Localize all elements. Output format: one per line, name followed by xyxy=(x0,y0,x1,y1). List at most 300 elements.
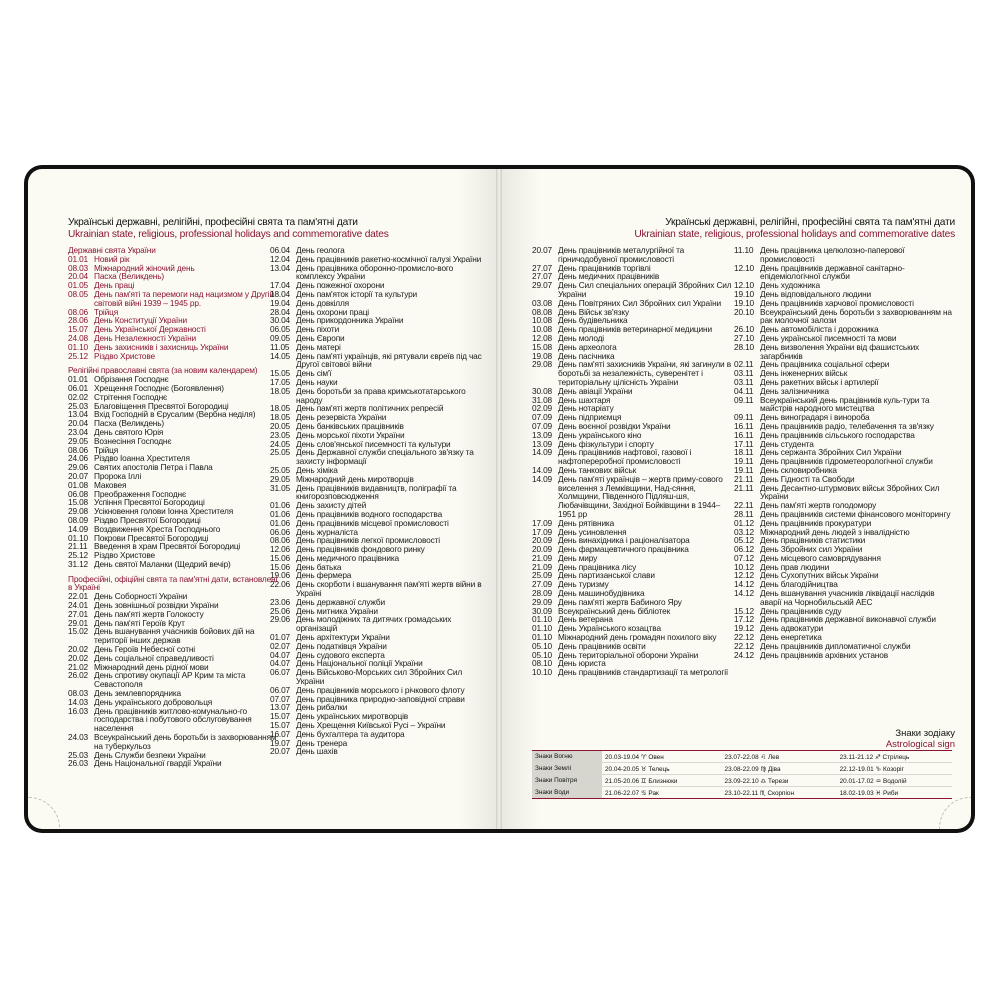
holiday-date: 10.08 xyxy=(532,324,553,335)
holiday-date: 31.05 xyxy=(270,482,291,493)
holiday-date: 02.11 xyxy=(734,359,754,370)
holiday-name: День Військ зв'язку xyxy=(558,306,629,317)
holiday-date: 09.11 xyxy=(734,394,754,405)
zodiac-row xyxy=(532,787,952,799)
holiday-date: 21.11 xyxy=(68,541,88,552)
holiday-name: День пам'яті українців – жертв приму-сового виселення з Лемківщини, Над-сяння, Холмщини, Південного Підляш-шя, Любачівщини, Західної Бойківщини в 1944–1951 рр xyxy=(558,473,723,519)
holiday-date: 11.10 xyxy=(734,245,754,255)
holiday-name: День працівників легкої промисловості xyxy=(296,535,440,546)
holiday-name: Міжнародний день громадян похилого віку xyxy=(558,632,717,643)
holiday-name: День прикордонника України xyxy=(296,315,404,326)
holiday-date: 01.07 xyxy=(270,632,291,643)
holiday-date: 30.09 xyxy=(532,605,553,616)
holiday-name: День українського кіно xyxy=(558,429,642,440)
holiday-name: День пам'яті жертв голодомору xyxy=(760,500,877,511)
holiday-name: День молоді xyxy=(558,332,604,343)
holiday-entry xyxy=(532,475,732,519)
holiday-date: 14.03 xyxy=(68,696,89,707)
holiday-date: 14.09 xyxy=(532,464,553,475)
holiday-entry xyxy=(270,580,486,598)
holiday-date: 29.07 xyxy=(532,280,553,291)
holiday-name: День пам'яті українців, які рятували євреїв під час Другої світової війни xyxy=(296,350,482,370)
holiday-name: День державної служби xyxy=(296,596,386,607)
holiday-name: День воєнної розвідки України xyxy=(558,420,671,431)
holiday-date: 25.06 xyxy=(270,605,291,616)
holiday-name: День працівників системи фінансового моніторингу xyxy=(760,508,951,519)
holiday-date: 15.08 xyxy=(68,497,89,508)
holiday-date: 01.10 xyxy=(532,632,553,643)
holiday-date: 24.12 xyxy=(734,649,755,660)
holiday-date: 20.04 xyxy=(68,418,89,429)
holiday-name: День працівників місцевої промисловості xyxy=(296,517,449,528)
holiday-name: День банківських працівників xyxy=(296,420,404,431)
holiday-name: День працівника лісу xyxy=(558,561,637,572)
holiday-entry xyxy=(270,747,486,756)
holiday-date: 01.05 xyxy=(68,280,89,291)
holiday-name: День енергетика xyxy=(760,632,822,643)
holiday-date: 03.08 xyxy=(532,297,553,308)
holiday-date: 24.06 xyxy=(68,453,89,464)
holiday-entry xyxy=(532,668,732,677)
holiday-name: День хіміка xyxy=(296,464,338,475)
section-heading: Релігійні православні свята (за новим календарем) xyxy=(68,365,258,376)
holiday-name: День Героїв Небесної сотні xyxy=(94,644,195,655)
holiday-name: День вшанування учасників ліквідації наслідків аварії на Чорнобильській АЕС xyxy=(760,588,935,607)
holiday-name: День судового експерта xyxy=(296,649,385,660)
holiday-name: День пам'яті жертв Голокосту xyxy=(94,608,204,619)
holiday-name: Всеукраїнський день працівників куль-тури та майстрів народного мистецтва xyxy=(760,394,930,414)
holiday-name: Святих апостолів Петра і Павла xyxy=(94,462,213,473)
holiday-name: День працівників прокуратури xyxy=(760,517,872,528)
holiday-date: 22.12 xyxy=(734,640,755,651)
holiday-date: 05.12 xyxy=(734,535,755,546)
holiday-name: День Європи xyxy=(296,332,345,343)
holiday-name: День ветерана xyxy=(558,614,613,625)
holiday-date: 24.05 xyxy=(270,438,291,449)
holiday-name: Різдво Христове xyxy=(94,350,156,361)
holiday-name: День Державної служби спеціального зв'язку та захисту інформації xyxy=(296,447,474,467)
holiday-name: День працівників видавництв, поліграфії та книгорозповсюдження xyxy=(296,482,457,502)
holiday-name: День працівників освіти xyxy=(558,640,646,651)
holiday-date: 18.11 xyxy=(734,447,754,458)
holiday-date: 23.06 xyxy=(270,596,291,607)
holiday-date: 08.05 xyxy=(68,288,89,299)
holiday-name: День працівників державної виконавчої служби xyxy=(760,614,936,625)
holiday-name: День Національної поліції України xyxy=(296,658,423,669)
zodiac-title-ua: Знаки зодіаку xyxy=(895,728,955,739)
holiday-name: День працівників металургійної та гірничодобувної промисловості xyxy=(558,245,685,264)
holiday-date: 17.11 xyxy=(734,438,754,449)
holiday-name: Введення в храм Пресвятої Богородиці xyxy=(94,541,241,552)
holiday-entry xyxy=(68,671,278,689)
holiday-date: 19.11 xyxy=(734,464,754,475)
corner-decoration xyxy=(28,797,60,829)
holiday-name: День працівників ветеринарної медицини xyxy=(558,324,712,335)
holiday-date: 08.03 xyxy=(68,688,89,699)
holiday-name: День працівників державної санітарно-епідеміологічної служби xyxy=(760,262,905,282)
holiday-name: Всеукраїнський день боротьби із захворюванням на туберкульоз xyxy=(94,732,277,751)
holiday-entry xyxy=(270,484,486,502)
holiday-date: 06.07 xyxy=(270,667,291,678)
holiday-date: 01.06 xyxy=(270,517,291,528)
holiday-name: День Повітряних Сил Збройних сил України xyxy=(558,297,722,308)
holiday-name: День танкових військ xyxy=(558,464,637,475)
right-page-header xyxy=(634,217,955,241)
left-page-header xyxy=(68,217,389,241)
holiday-entry xyxy=(68,707,278,733)
holiday-date: 19.11 xyxy=(734,456,754,467)
holiday-name: День соціальної справедливості xyxy=(94,652,214,663)
right-page xyxy=(502,169,971,829)
holiday-entry xyxy=(734,246,956,264)
holiday-name: День працівників архівних установ xyxy=(760,649,888,660)
holiday-name: День сержанта Збройних Сил України xyxy=(760,447,902,458)
holiday-name: День Хрещення Київської Русі – України xyxy=(296,720,446,731)
holiday-date: 31.12 xyxy=(68,558,89,569)
holiday-date: 12.12 xyxy=(734,570,755,581)
zodiac-sign: 21.05-20.06 ♊ Близнюки xyxy=(602,775,722,787)
holiday-date: 19.10 xyxy=(734,288,755,299)
holiday-name: День благодійництва xyxy=(760,579,838,590)
holiday-date: 21.11 xyxy=(734,473,754,484)
holiday-name: День туризму xyxy=(558,579,609,590)
holiday-name: День прав людини xyxy=(760,561,830,572)
holiday-date: 30.08 xyxy=(532,385,553,396)
holiday-date: 22.06 xyxy=(270,579,291,590)
holiday-name: День архітектури України xyxy=(296,632,390,643)
holiday-date: 30.04 xyxy=(270,315,291,326)
holiday-name: День довкілля xyxy=(296,297,350,308)
holiday-date: 15.08 xyxy=(532,341,553,352)
holiday-name: День пам'яті Героїв Крут xyxy=(94,617,185,628)
holiday-name: Міжнародний день рідної мови xyxy=(94,661,209,672)
zodiac-header xyxy=(886,728,955,750)
holiday-name: День захисників і захисниць України xyxy=(94,341,229,352)
holiday-date: 25.03 xyxy=(68,749,89,760)
holiday-date: 07.09 xyxy=(532,420,553,431)
zodiac-sign: 22.12-19.01 ♑ Козоріг xyxy=(837,763,952,775)
holiday-name: День Збройних сил України xyxy=(760,544,863,555)
holiday-name: День митника України xyxy=(296,605,378,616)
holiday-date: 31.08 xyxy=(532,394,553,405)
holiday-date: 15.02 xyxy=(68,626,89,637)
holiday-name: День пам'яті жертв політичних репресій xyxy=(296,403,444,414)
holiday-name: Міжнародний день людей з інвалідністю xyxy=(760,526,910,537)
holiday-name: День нотаріату xyxy=(558,403,614,414)
holiday-entry xyxy=(270,448,486,466)
zodiac-row xyxy=(532,751,952,763)
holiday-name: День шахів xyxy=(296,746,338,757)
holiday-name: День пам'яток історії та культури xyxy=(296,288,418,299)
holiday-entry xyxy=(532,360,732,386)
holiday-name: День Сил спеціальних операцій Збройних Сил України xyxy=(558,280,732,299)
zodiac-row xyxy=(532,775,952,787)
holiday-date: 20.07 xyxy=(532,245,553,255)
holiday-date: 13.04 xyxy=(68,409,89,420)
holiday-name: День шахтаря xyxy=(558,394,611,405)
holiday-name: День працівників гідрометеорологічної служби xyxy=(760,456,933,467)
holiday-entry xyxy=(734,308,956,326)
holiday-date: 02.02 xyxy=(68,391,89,402)
holiday-name: День працівників житлово-комунально-го господарства і побутового обслуговування населення xyxy=(94,705,252,734)
holiday-name: Обрізання Господнє xyxy=(94,374,169,385)
holiday-name: День науки xyxy=(296,376,338,387)
zodiac-element-label: Знаки Повітря xyxy=(532,775,602,787)
holiday-name: День скловиробника xyxy=(760,464,837,475)
holiday-entry xyxy=(68,352,278,361)
holiday-date: 16.11 xyxy=(734,429,754,440)
right-column-1 xyxy=(532,246,732,677)
holiday-name: День медичних працівників xyxy=(558,271,660,282)
holiday-entry xyxy=(270,264,486,282)
holiday-date: 01.10 xyxy=(68,532,89,543)
holiday-entry xyxy=(68,290,278,308)
holiday-name: Усікновення голови Іонна Хрестителя xyxy=(94,506,234,517)
holiday-date: 03.11 xyxy=(734,376,754,387)
holiday-name: День працівників радіо, телебачення та зв'язку xyxy=(760,420,934,431)
holiday-name: Різдво Христове xyxy=(94,550,156,561)
holiday-name: День місцевого самоврядування xyxy=(760,552,881,563)
holiday-name: День працівника оборонно-промисло-вого комплексу України xyxy=(296,262,454,282)
holiday-date: 06.08 xyxy=(68,488,89,499)
holiday-entry xyxy=(734,396,956,414)
holiday-date: 01.06 xyxy=(270,508,291,519)
holiday-name: Успіння Пресвятої Богородиці xyxy=(94,497,205,508)
holiday-date: 26.02 xyxy=(68,670,89,681)
holiday-date: 09.11 xyxy=(734,412,754,423)
holiday-date: 03.12 xyxy=(734,526,755,537)
holiday-date: 14.12 xyxy=(734,579,755,590)
holiday-date: 14.09 xyxy=(532,447,553,458)
holiday-date: 21.02 xyxy=(68,661,89,672)
holiday-date: 15.06 xyxy=(270,552,291,563)
holiday-name: День піхоти xyxy=(296,324,340,335)
holiday-name: Вхід Господній в Єрусалим (Вербна неділя) xyxy=(94,409,256,420)
holiday-date: 21.09 xyxy=(532,561,553,572)
holiday-name: День працівників суду xyxy=(760,605,842,616)
zodiac-sign: 20.04-20.05 ♉ Телець xyxy=(602,763,722,775)
holiday-date: 29.05 xyxy=(270,473,291,484)
zodiac-element-label: Знаки Землі xyxy=(532,763,602,775)
holiday-date: 01.01 xyxy=(68,374,89,385)
holiday-name: День ракетних військ і артилерії xyxy=(760,376,879,387)
zodiac-element-label: Знаки Води xyxy=(532,787,602,799)
holiday-name: Пасха (Великдень) xyxy=(94,271,165,282)
holiday-date: 27.07 xyxy=(532,262,553,273)
holiday-date: 13.04 xyxy=(270,262,291,273)
holiday-date: 19.06 xyxy=(270,570,291,581)
holiday-date: 06.12 xyxy=(734,544,755,555)
holiday-name: День працівників дипломатичної служби xyxy=(760,640,911,651)
holiday-entry xyxy=(68,759,278,768)
holiday-name: Преображення Господнє xyxy=(94,488,187,499)
holiday-entry xyxy=(734,651,956,660)
holiday-name: День працівників нафтової, газової і нафтопереробної промисловості xyxy=(558,447,692,467)
holiday-name: День працівників водного господарства xyxy=(296,508,443,519)
holiday-name: День святої Маланки (Щедрий вечір) xyxy=(94,558,231,569)
holiday-name: День відповідального людини xyxy=(760,288,871,299)
holiday-name: День зовнішньої розвідки України xyxy=(94,600,219,611)
holiday-name: День працівника целюлозно-паперової промисловості xyxy=(760,245,905,264)
holiday-date: 17.05 xyxy=(270,376,291,387)
holiday-date: 06.01 xyxy=(68,382,89,393)
zodiac-table xyxy=(532,750,952,799)
holiday-name: День геолога xyxy=(296,245,345,255)
holiday-date: 09.05 xyxy=(270,332,291,343)
holiday-name: День пам'яті та перемоги над нацизмом у Другій світовій війні 1939 – 1945 рр. xyxy=(94,288,274,308)
holiday-date: 05.10 xyxy=(532,649,553,660)
holiday-date: 20.07 xyxy=(270,746,291,757)
holiday-date: 16.03 xyxy=(68,705,89,716)
holiday-name: День студента xyxy=(760,438,814,449)
holiday-date: 12.10 xyxy=(734,280,755,291)
holiday-date: 17.12 xyxy=(734,614,755,625)
holiday-date: 15.07 xyxy=(68,324,89,335)
holiday-name: День інженерних військ xyxy=(760,368,848,379)
holiday-date: 25.05 xyxy=(270,447,291,458)
holiday-name: Всеукраїнський день бібліотек xyxy=(558,605,671,616)
holiday-date: 29.09 xyxy=(532,596,553,607)
holiday-date: 21.11 xyxy=(734,482,754,493)
holiday-name: Вознесіння Господнє xyxy=(94,435,172,446)
holiday-name: Трійця xyxy=(94,306,119,317)
holiday-name: День художника xyxy=(760,280,820,291)
holiday-date: 10.08 xyxy=(532,315,553,326)
holiday-date: 06.04 xyxy=(270,245,291,255)
holiday-date: 12.08 xyxy=(532,332,553,343)
holiday-entry xyxy=(532,281,732,299)
holiday-date: 27.01 xyxy=(68,608,89,619)
holiday-name: День Соборності України xyxy=(94,591,188,602)
holiday-name: День винахідника і раціоналізатора xyxy=(558,535,690,546)
holiday-date: 15.06 xyxy=(270,561,291,572)
holiday-date: 08.03 xyxy=(68,262,89,273)
holiday-date: 25.12 xyxy=(68,350,89,361)
holiday-date: 12.06 xyxy=(270,544,291,555)
holiday-name: Благовіщення Пресвятої Богородиці xyxy=(94,400,229,411)
holiday-date: 19.04 xyxy=(270,297,291,308)
holiday-date: 18.05 xyxy=(270,385,291,396)
holiday-name: День будівельника xyxy=(558,315,628,326)
holiday-date: 06.07 xyxy=(270,684,291,695)
holiday-name: День Військово-Морських сил Збройних Сил України xyxy=(296,667,463,687)
holiday-date: 01.10 xyxy=(68,341,89,352)
holiday-date: 14.05 xyxy=(270,350,291,361)
holiday-name: День резервіста України xyxy=(296,412,387,423)
holiday-name: Стрітення Господнє xyxy=(94,391,168,402)
holiday-date: 29.05 xyxy=(68,435,89,446)
holiday-date: 27.07 xyxy=(532,271,553,282)
holiday-name: День Конституції України xyxy=(94,315,187,326)
holiday-date: 20.05 xyxy=(270,420,291,431)
holiday-date: 26.10 xyxy=(734,324,755,335)
holiday-date: 05.10 xyxy=(532,640,553,651)
holiday-date: 20.02 xyxy=(68,644,89,655)
holiday-name: День українських миротворців xyxy=(296,711,409,722)
holiday-entry xyxy=(734,264,956,282)
holiday-date: 03.11 xyxy=(734,368,754,379)
holiday-name: Хрещення Господнє (Богоявлення) xyxy=(94,382,224,393)
holiday-date: 13.09 xyxy=(532,438,553,449)
holiday-date: 23.05 xyxy=(270,429,291,440)
holiday-name: День праці xyxy=(94,280,135,291)
holiday-date: 18.05 xyxy=(270,412,291,423)
holiday-date: 15.12 xyxy=(734,605,755,616)
holiday-name: День рибалки xyxy=(296,702,348,713)
planner-cover xyxy=(24,165,975,833)
holiday-name: День вшанування учасників бойових дій на території інших держав xyxy=(94,626,255,646)
holiday-name: День бухгалтера та аудитора xyxy=(296,728,405,739)
holiday-date: 22.01 xyxy=(68,591,89,602)
holiday-date: 04.11 xyxy=(734,385,754,396)
holiday-date: 08.06 xyxy=(68,444,89,455)
holiday-name: День працівників морського і річкового флоту xyxy=(296,684,465,695)
holiday-date: 28.10 xyxy=(734,341,755,352)
holiday-date: 04.07 xyxy=(270,658,291,669)
holiday-name: День працівника соціальної сфери xyxy=(760,359,890,370)
holiday-name: День Служби безпеки України xyxy=(94,749,206,760)
holiday-entry xyxy=(734,484,956,502)
holiday-date: 08.06 xyxy=(68,306,89,317)
holiday-name: День пам'яті захисників України, які загинули в боротьбі за незалежність, суверенітет і територіальну цілісність України xyxy=(558,359,731,387)
holiday-date: 19.07 xyxy=(270,737,291,748)
holiday-name: Пасха (Великдень) xyxy=(94,418,165,429)
holiday-name: День Української Державності xyxy=(94,324,206,335)
holiday-date: 06.05 xyxy=(270,324,291,335)
zodiac-sign: 23.08-22.09 ♍ Діва xyxy=(722,763,837,775)
holiday-name: День морської піхоти України xyxy=(296,429,405,440)
holiday-date: 20.04 xyxy=(68,271,89,282)
holiday-entry xyxy=(270,387,486,405)
holiday-entry xyxy=(270,615,486,633)
holiday-date: 25.09 xyxy=(532,570,553,581)
holiday-date: 29.06 xyxy=(270,614,291,625)
holiday-name: День батька xyxy=(296,561,342,572)
holiday-date: 18.05 xyxy=(270,403,291,414)
holiday-date: 12.10 xyxy=(734,262,755,273)
holiday-name: День охорони праці xyxy=(296,306,370,317)
holiday-name: День матері xyxy=(296,341,341,352)
left-column-1 xyxy=(68,246,278,768)
holiday-date: 02.09 xyxy=(532,403,553,414)
zodiac-sign: 23.10-22.11 ♏ Скорпіон xyxy=(722,787,837,799)
zodiac-sign: 20.03-19.04 ♈ Овен xyxy=(602,751,722,763)
holiday-date: 14.09 xyxy=(532,473,553,484)
holiday-date: 29.01 xyxy=(68,617,89,628)
holiday-entry xyxy=(532,246,732,264)
holiday-date: 20.10 xyxy=(734,306,755,317)
holiday-date: 23.04 xyxy=(68,426,89,437)
left-title-ua: Українські державні, релігійні, професійні свята та пам'ятні дати xyxy=(68,217,358,228)
holiday-name: День партизанської слави xyxy=(558,570,655,581)
holiday-name: День археолога xyxy=(558,341,617,352)
left-column-2 xyxy=(270,246,486,756)
holiday-date: 24.01 xyxy=(68,600,89,611)
holiday-date: 19.10 xyxy=(734,297,755,308)
holiday-name: День працівника природно-заповідної справи xyxy=(296,693,465,704)
holiday-date: 29.06 xyxy=(68,462,89,473)
holiday-name: День працівників харчової промисловості xyxy=(760,297,914,308)
holiday-name: День журналіста xyxy=(296,526,358,537)
holiday-entry xyxy=(270,352,486,370)
holiday-date: 25.03 xyxy=(68,400,89,411)
holiday-name: Пророка Іллі xyxy=(94,470,142,481)
holiday-name: День працівників статистики xyxy=(760,535,866,546)
holiday-date: 16.07 xyxy=(270,728,291,739)
holiday-date: 20.09 xyxy=(532,535,553,546)
holiday-date: 17.09 xyxy=(532,526,553,537)
holiday-date: 01.10 xyxy=(532,623,553,634)
